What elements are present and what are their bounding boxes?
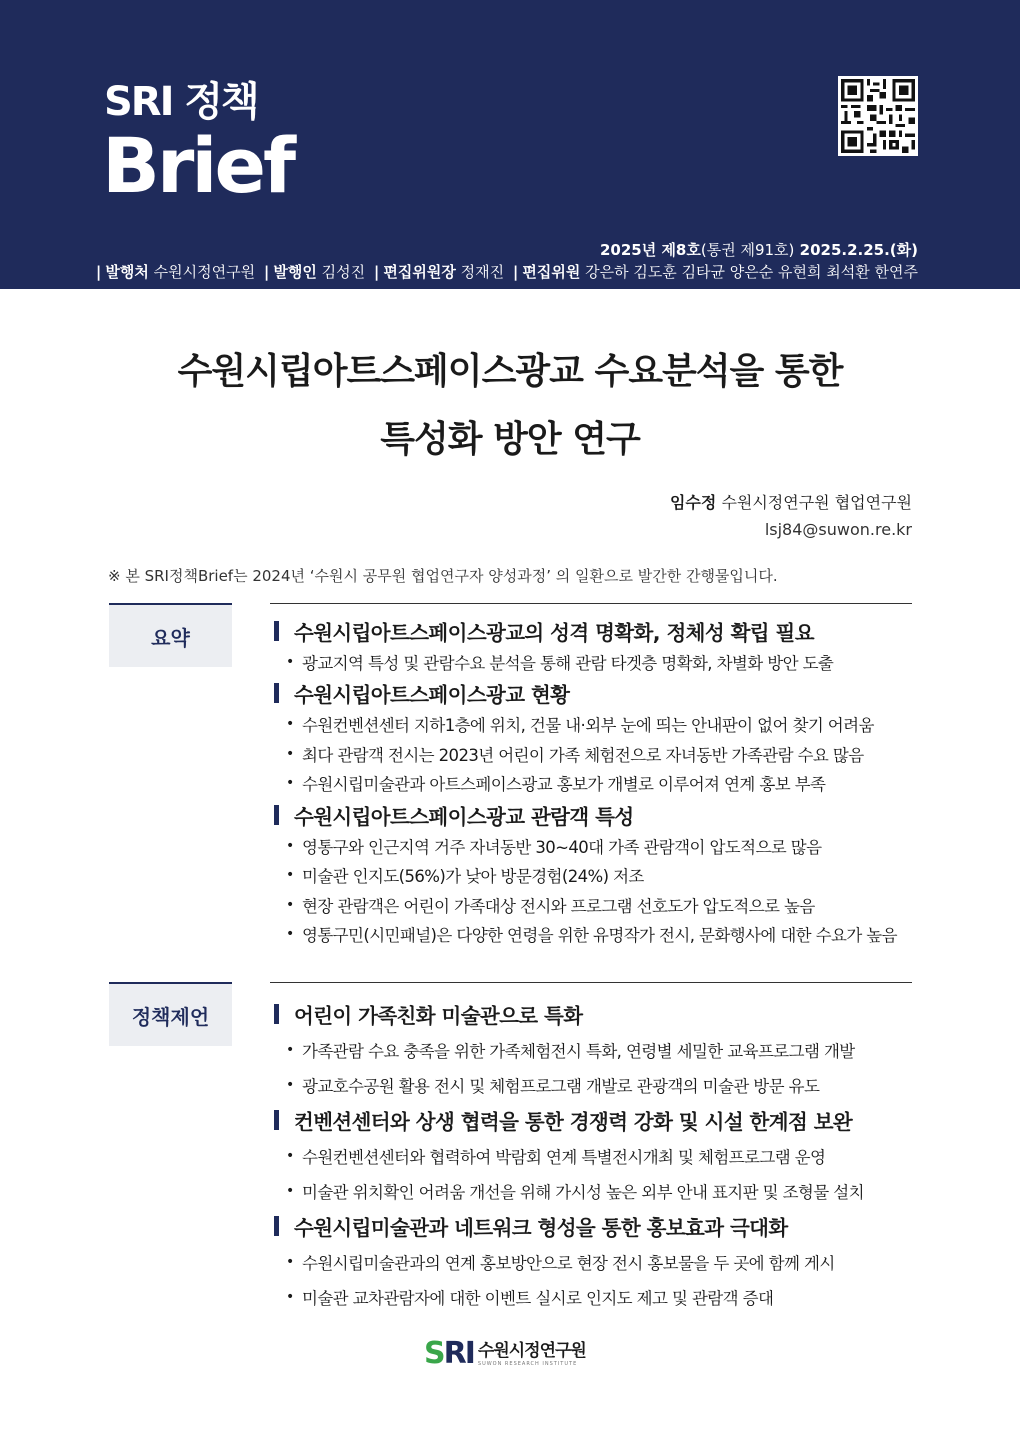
qr-code-icon[interactable] [838,76,918,156]
bullet-item [274,1032,914,1067]
bullet-item [274,831,914,861]
org-block [478,1341,586,1368]
bullet-text: 영통구민(시민패널)은 다양한 연령을 위한 유명작가 전시, 문화행사에 대한 수요가 높음 [302,926,897,946]
editors-label: 편집위원 [522,263,581,281]
publication-note: ※ 본 SRI정책Brief는 2024년 ‘수원시 공무원 협업연구자 양성과정’ 의 일환으로 발간한 간행물입니다. [108,567,778,585]
bullet-text: 최다 관람객 전시는 2023년 어린이 가족 체험전으로 자녀동반 가족관람 수요 많음 [302,745,864,765]
bullet-dot-icon: • [286,1288,294,1305]
bullet-dot-icon: • [286,1147,294,1164]
bullet-text: 미술관 교차관람자에 대한 이벤트 실시로 인지도 제고 및 관람객 증대 [302,1288,774,1308]
heading-text: 어린이 가족친화 미술관으로 특화 [294,1004,583,1028]
publisher: 수원시정연구원 [153,263,256,281]
summary-body [274,614,914,949]
bullet-text: 수원시립미술관과 아트스페이스광교 홍보가 개별로 이루어져 연계 홍보 부족 [302,775,826,795]
bullet-dot-icon: • [286,1076,294,1093]
bullet-item [274,1138,914,1173]
issue-number: 2025년 제8호 [599,241,701,259]
heading-bar-icon [274,1216,279,1236]
bullet-item [274,1244,914,1279]
bullet-dot-icon: • [286,745,294,762]
author-line [670,492,912,514]
issuer: 김성진 [321,263,366,281]
issue-date: 2025.2.25.(화) [799,241,918,259]
author-email[interactable]: lsj84@suwon.re.kr [764,520,912,539]
section-heading [274,1208,914,1244]
bullet-item [274,769,914,799]
bullet-item [274,1173,914,1208]
bullet-item [274,861,914,891]
heading-bar-icon [274,1004,279,1024]
bullet-item [274,920,914,950]
bullet-item [274,739,914,769]
bullet-text: 수원컨벤션센터와 협력하여 박람회 연계 특별전시개최 및 체험프로그램 운영 [302,1147,826,1167]
chief-editor-label: 편집위원장 [383,263,456,281]
bullet-text: 영통구와 인근지역 거주 자녀동반 30~40대 가족 관람객이 압도적으로 많음 [302,837,822,857]
bullet-item [274,1279,914,1314]
org-name: 수원시정연구원 [477,1340,586,1361]
summary-label: 요약 [109,603,232,667]
heading-text: 수원시립아트스페이스광교 현황 [294,683,570,707]
issue-total: (통권 제91호) [700,241,795,259]
bullet-dot-icon: • [286,653,294,670]
org-sub: SUWON RESEARCH INSTITUTE [477,1360,578,1367]
issuer-label: 발행인 [273,263,317,281]
author-affiliation: 수원시정연구원 협업연구원 [721,493,912,512]
section-heading [274,614,914,647]
bullet-item [274,647,914,677]
footer-logo [424,1338,586,1370]
heading-text: 수원시립미술관과 네트워크 형성을 통한 홍보효과 극대화 [294,1216,788,1240]
bullet-item [274,890,914,920]
heading-bar-icon [274,805,279,825]
bullet-text: 가족관람 수요 충족을 위한 가족체험전시 특화, 연령별 세밀한 교육프로그램 개발 [302,1041,855,1061]
bullet-dot-icon: • [286,867,294,884]
document-title [0,338,1020,474]
policy-rule [270,982,912,983]
bullet-dot-icon: • [286,837,294,854]
bullet-text: 미술관 인지도(56%)가 낮아 방문경험(24%) 저조 [302,867,644,887]
policy-label: 정책제언 [109,982,232,1046]
bullet-item [274,710,914,740]
bullet-text: 광교호수공원 활용 전시 및 체험프로그램 개발로 관광객의 미술관 방문 유도 [302,1076,820,1096]
section-heading [274,1102,914,1138]
bullet-dot-icon: • [286,896,294,913]
bullet-dot-icon: • [286,716,294,733]
sri-logo-mark: SRI [424,1336,474,1371]
policy-body [274,996,914,1314]
bullet-text: 광교지역 특성 및 관람수요 분석을 통해 관람 타겟층 명확화, 차별화 방안 도출 [302,653,834,673]
heading-text: 수원시립아트스페이스광교의 성격 명확화, 정체성 확립 필요 [294,620,814,645]
section-heading [274,996,914,1032]
author-name: 임수정 [669,493,717,512]
heading-bar-icon [274,683,279,703]
heading-bar-icon [274,621,279,641]
section-heading [274,677,914,710]
summary-rule [270,603,912,604]
title-line-1: 수원시립아트스페이스광교 수요분석을 통한 [177,351,843,392]
credit-info: | 발행처 수원시정연구원 | 발행인 김성진 | 편집위원장 정재진 | 편집위원 강은하 김도훈 김타균 양은순 유현희 최석환 한연주 [95,263,918,281]
heading-text: 컨벤션센터와 상생 협력을 통한 경쟁력 강화 및 시설 한계점 보완 [294,1110,853,1134]
bullet-dot-icon: • [286,926,294,943]
editors: 강은하 김도훈 김타균 양은순 유현희 최석환 한연주 [585,263,918,281]
bullet-dot-icon: • [286,1253,294,1270]
bullet-text: 현장 관람객은 어린이 가족대상 전시와 프로그램 선호도가 압도적으로 높음 [302,896,815,916]
bullet-text: 수원컨벤션센터 지하1층에 위치, 건물 내·외부 눈에 띄는 안내판이 없어 찾기 어려움 [302,716,874,736]
bullet-item [274,1067,914,1102]
brand-main: Brief [102,121,294,210]
title-line-2: 특성화 방안 연구 [380,419,640,460]
bullet-text: 미술관 위치확인 어려움 개선을 위해 가시성 높은 외부 안내 표지판 및 조형물 설치 [302,1182,864,1202]
section-heading [274,798,914,831]
bullet-dot-icon: • [286,1041,294,1058]
header-band [0,0,1020,289]
bullet-dot-icon: • [286,1182,294,1199]
heading-text: 수원시립아트스페이스광교 관람객 특성 [294,804,634,829]
heading-bar-icon [274,1110,279,1130]
issue-info [600,240,918,260]
chief-editor: 정재진 [460,263,505,281]
brand-top: SRI 정책 [104,79,258,125]
bullet-dot-icon: • [286,775,294,792]
publisher-label: 발행처 [105,263,149,281]
bullet-text: 수원시립미술관과의 연계 홍보방안으로 현장 전시 홍보물을 두 곳에 함께 게시 [302,1253,835,1273]
